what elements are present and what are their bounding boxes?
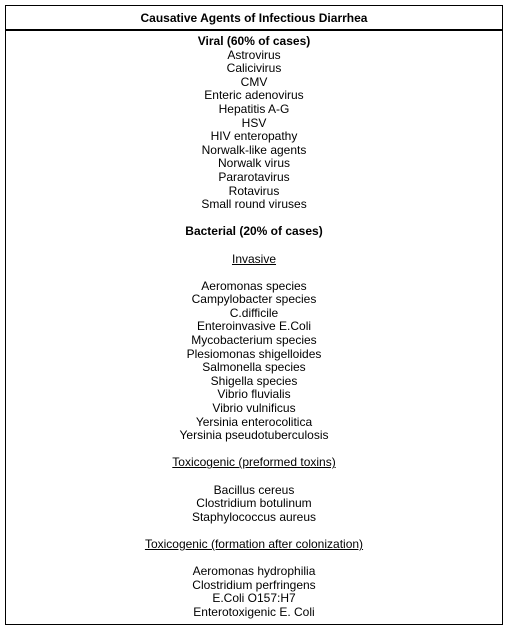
list-item: Aeromonas hydrophilia [192, 564, 316, 579]
list-item: Staphylococcus aureus [191, 509, 317, 524]
list-item: Astrovirus [227, 47, 281, 62]
list-item: Shigella species [210, 373, 298, 388]
list-item: Pararotavirus [218, 169, 290, 184]
list-item: Vibrio fluvialis [217, 387, 291, 402]
spacer [6, 552, 502, 566]
toxicogenic-preformed-list [6, 484, 502, 525]
list-item: Bacillus cereus [213, 482, 295, 497]
list-item: Calicivirus [226, 61, 282, 76]
toxicogenic-colonization-list [6, 565, 502, 619]
list-item: Vibrio vulnificus [212, 401, 296, 416]
spacer [6, 266, 502, 280]
spacer [6, 524, 502, 538]
list-item: Enteric adenovirus [204, 88, 304, 103]
list-item: Rotavirus [228, 183, 280, 198]
list-item: Yersinia pseudotuberculosis [179, 428, 329, 443]
list-item: C.difficile [229, 305, 279, 320]
spacer [6, 443, 502, 457]
list-item: CMV [240, 74, 268, 89]
spacer [6, 470, 502, 484]
bacterial-heading: Bacterial (20% of cases) [185, 224, 323, 239]
list-item: Enterotoxigenic E. Coli [193, 604, 315, 619]
list-item: Salmonella species [202, 360, 306, 375]
toxicogenic-colonization-heading: Toxicogenic (formation after colonization) [144, 536, 364, 551]
list-item: Mycobacterium species [191, 333, 317, 348]
list-item: E.Coli O157:H7 [212, 591, 296, 606]
list-item: Small round viruses [201, 197, 307, 212]
list-item: HSV [241, 115, 267, 130]
list-item: Hepatitis A-G [218, 101, 290, 116]
viral-heading: Viral (60% of cases) [197, 34, 311, 48]
list-item: Aeromonas species [201, 278, 307, 293]
list-item: Yersinia enterocolitica [195, 414, 313, 429]
list-item: HIV enteropathy [210, 129, 298, 144]
viral-list [6, 49, 502, 212]
spacer [6, 239, 502, 253]
table-body [6, 31, 502, 620]
invasive-heading: Invasive [231, 251, 277, 266]
toxicogenic-preformed-heading: Toxicogenic (preformed toxins) [172, 455, 336, 470]
list-item: Clostridium perfringens [192, 577, 316, 592]
list-item: Norwalk virus [217, 156, 290, 171]
list-item: Clostridium botulinum [196, 496, 312, 511]
list-item: Plesiomonas shigelloides [186, 346, 322, 361]
spacer [6, 212, 502, 226]
list-item: Campylobacter species [191, 292, 317, 307]
list-item: Norwalk-like agents [201, 142, 307, 157]
list-item: Enteroinvasive E.Coli [196, 319, 312, 334]
invasive-list [6, 280, 502, 443]
diarrhea-agents-table [5, 5, 503, 625]
table-title: Causative Agents of Infectious Diarrhea [6, 6, 502, 31]
